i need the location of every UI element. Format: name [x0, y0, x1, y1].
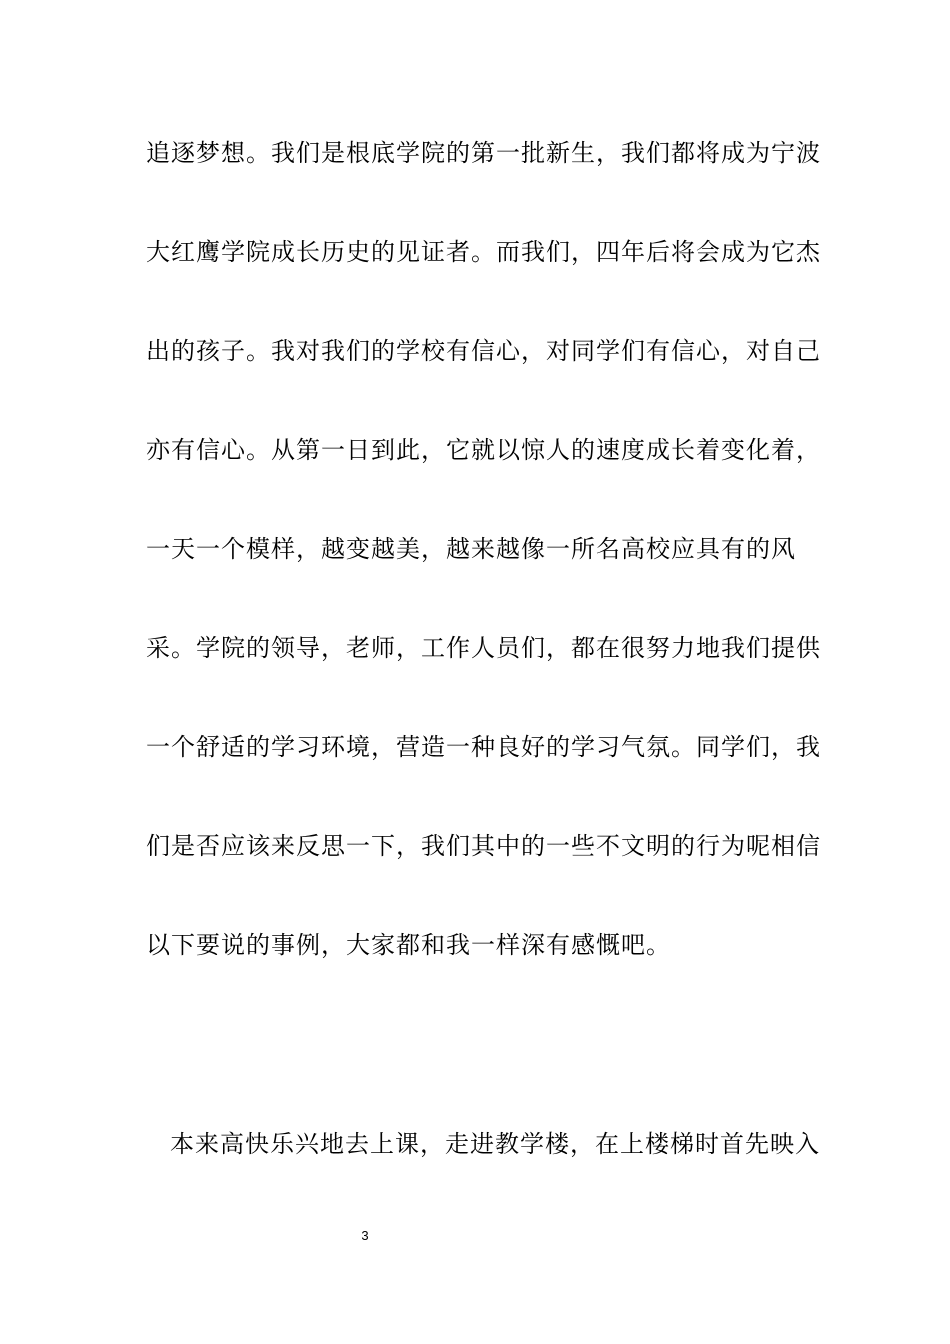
text-line: 本来高快乐兴地去上课，走进教学楼，在上楼梯时首先映入	[170, 1130, 820, 1158]
text-line: 大红鹰学院成长历史的见证者。而我们，四年后将会成为它杰	[146, 238, 821, 266]
text-line: 以下要说的事例，大家都和我一样深有感慨吧。	[146, 931, 671, 959]
text-line: 亦有信心。从第一日到此，它就以惊人的速度成长着变化着，	[146, 436, 821, 464]
page-number: 3	[361, 1228, 369, 1243]
text-line: 一个舒适的学习环境，营造一种良好的学习气氛。同学们，我	[146, 733, 821, 761]
text-line: 采。学院的领导，老师，工作人员们，都在很努力地我们提供	[146, 634, 821, 662]
text-line: 追逐梦想。我们是根底学院的第一批新生，我们都将成为宁波	[146, 139, 821, 167]
text-line: 一天一个模样，越变越美，越来越像一所名高校应具有的风	[146, 535, 796, 563]
text-line: 出的孩子。我对我们的学校有信心，对同学们有信心，对自己	[146, 337, 821, 365]
text-line: 们是否应该来反思一下，我们其中的一些不文明的行为呢相信	[146, 832, 821, 860]
